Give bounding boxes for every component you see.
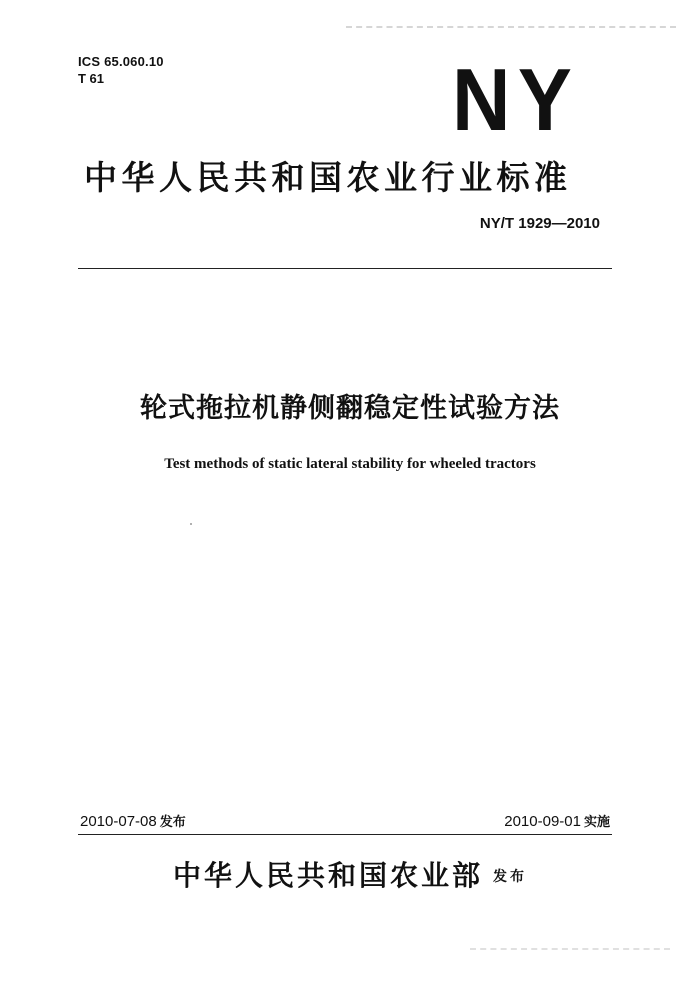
issue-date-block <box>80 813 186 832</box>
standard-mark-logo: NY <box>452 50 580 149</box>
effective-date: 2010-09-01 <box>504 813 581 830</box>
issue-label: 发布 <box>159 815 186 830</box>
issuer-name: 中华人民共和国农业部 <box>172 859 483 892</box>
effective-label: 实施 <box>583 815 610 830</box>
document-title-chinese: 轮式拖拉机静侧翻稳定性试验方法 <box>140 393 560 424</box>
scan-speck <box>190 523 192 525</box>
scan-artifact-top <box>346 26 676 28</box>
bottom-divider <box>78 834 612 835</box>
issue-date: 2010-07-08 <box>80 813 157 830</box>
standard-category-title: 中华人民共和国农业行业标准 <box>84 158 572 197</box>
classification-code: T 61 <box>78 71 105 86</box>
effective-date-block <box>504 813 610 832</box>
standard-number: NY/T 1929—2010 <box>479 215 600 232</box>
ics-code: ICS 65.060.10 <box>78 54 164 69</box>
scan-artifact-bottom <box>470 948 670 950</box>
top-divider <box>78 268 612 269</box>
issuer-action: 发布 <box>493 869 527 885</box>
issuer-block <box>0 858 700 894</box>
document-title-english: Test methods of static lateral stability for wheeled tractors <box>164 456 536 472</box>
